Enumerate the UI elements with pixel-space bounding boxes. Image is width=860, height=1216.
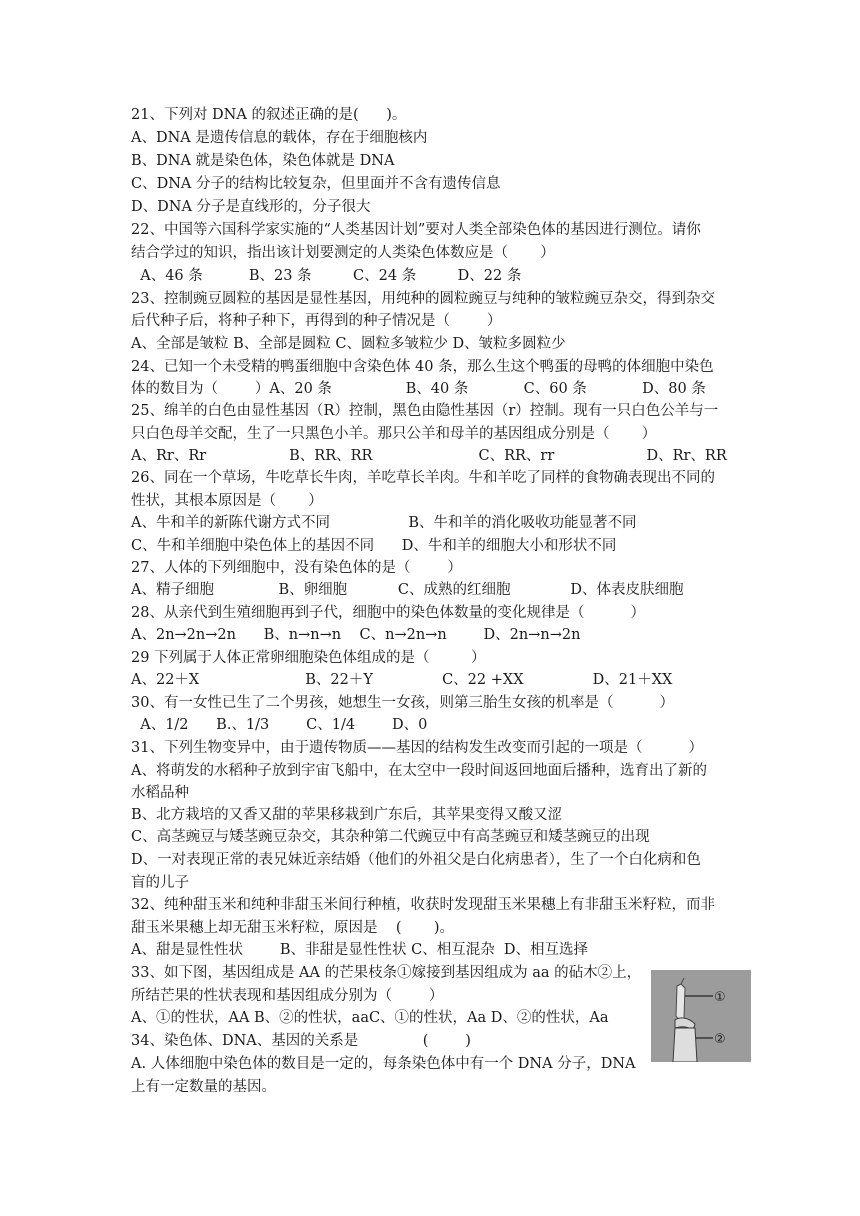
text-line: 24、已知一个未受精的鸭蛋细胞中含染色体 40 条，那么生这个鸭蛋的母鸭的体细胞中染色 [131,359,714,375]
text-line: 22、中国等六国科学家实施的“人类基因计划”要对人类全部染色体的基因进行测位。请你 [131,222,701,238]
grafting-illustration [651,970,751,1062]
text-line: A、甜是显性性状 B、非甜是显性性状 C、相互混杂 D、相互选择 [131,942,589,958]
text-line: 33、如下图，基因组成是 AA 的芒果枝条①嫁接到基因组成为 aa 的砧木②上， [131,965,642,981]
text-line: 27、人体的下列细胞中，没有染色体的是（ ） [131,560,462,576]
text-line: A、46 条 B、23 条 C、24 条 D、22 条 [131,268,522,284]
text-line: A、①的性状，AA B、②的性状，aaC、①的性状，Aa D、②的性状，Aa [131,1010,609,1026]
text-line: 体的数目为（ ）A、20 条 B、40 条 C、60 条 D、80 条 [131,381,706,397]
text-line: 31、下列生物变异中，由于遗传物质——基因的结构发生改变而引起的一项是（ ） [131,740,704,756]
text-line: A、22＋X B、22＋Y C、22 +XX D、21＋XX [131,672,673,688]
text-line: A、2n→2n→2n B、n→n→n C、n→2n→n D、2n→n→2n [131,627,581,643]
text-line: 30、有一女性已生了二个男孩，她想生一女孩，则第三胎生女孩的机率是（ ） [131,695,675,711]
text-line: A、将萌发的水稻种子放到宇宙飞船中，在太空中一段时间返回地面后播种，选育出了新的 [131,763,707,779]
text-line: B、北方栽培的又香又甜的苹果移栽到广东后，其苹果变得又酸又涩 [131,807,563,823]
text-line: 结合学过的知识，指出该计划要测定的人类染色体数应是（ ） [131,245,555,261]
text-line: 盲的儿子 [131,875,189,891]
text-line: 21、下列对 DNA 的叙述正确的是( )。 [131,107,407,123]
text-line: 后代种子后，将种子种下，再得到的种子情况是（ ） [131,313,502,329]
text-line: B、DNA 就是染色体，染色体就是 DNA [131,153,395,169]
text-line: A、DNA 是遗传信息的载体，存在于细胞核内 [131,130,428,146]
text-line: A、全部是皱粒 B、全部是圆粒 C、圆粒多皱粒少 D、皱粒多圆粒少 [131,336,566,352]
text-line: A. 人体细胞中染色体的数目是一定的，每条染色体中有一个 DNA 分子，DNA [131,1056,636,1072]
text-line: D、DNA 分子是直线形的，分子很大 [131,199,371,215]
text-line: A、牛和羊的新陈代谢方式不同 B、牛和羊的消化吸收功能显著不同 [131,515,637,531]
text-line: 上有一定数量的基因。 [131,1079,276,1095]
text-line: 水稻品种 [131,785,189,801]
text-line: A、精子细胞 B、卵细胞 C、成熟的红细胞 D、体表皮肤细胞 [131,582,684,598]
text-line: 26、同在一个草场，牛吃草长牛肉，羊吃草长羊肉。牛和羊吃了同样的食物确表现出不同的 [131,470,715,486]
text-line: 23、控制豌豆圆粒的基因是显性基因，用纯种的圆粒豌豆与纯种的皱粒豌豆杂交，得到杂交 [131,291,715,307]
figure-label-2: ② [714,1032,726,1047]
text-line: C、高茎豌豆与矮茎豌豆杂交，其杂种第二代豌豆中有高茎豌豆和矮茎豌豆的出现 [131,829,650,845]
text-line: C、牛和羊细胞中染色体上的基因不同 D、牛和羊的细胞大小和形状不同 [131,538,617,554]
text-line: A、1/2 B.、1/3 C、1/4 D、0 [131,717,428,733]
grafting-figure [651,970,751,1062]
text-line: 所结芒果的性状表现和基因组成分别为（ ） [131,988,444,1004]
text-line: 甜玉米果穗上却无甜玉米籽粒，原因是 ( )。 [131,920,455,936]
text-line: 29 下列属于人体正常卵细胞染色体组成的是（ ） [131,650,486,666]
text-line: C、DNA 分子的结构比较复杂，但里面并不含有遗传信息 [131,176,501,192]
text-line: 只白色母羊交配，生了一只黑色小羊。那只公羊和母羊的基因组成分别是（ ） [131,426,657,442]
figure-label-1: ① [714,990,726,1005]
text-line: 28、从亲代到生殖细胞再到子代，细胞中的染色体数量的变化规律是（ ） [131,605,646,621]
text-line: D、一对表现正常的表兄妹近亲结婚（他们的外祖父是白化病患者），生了一个白化病和色 [131,852,701,868]
text-line: 34、染色体、DNA、基因的关系是 ( ) [131,1033,471,1049]
text-line: 性状，其根本原因是（ ） [131,493,323,509]
text-line: 25、绵羊的白色由显性基因（R）控制，黑色由隐性基因（r）控制。现有一只白色公羊与一 [131,403,719,419]
text-line: 32、纯种甜玉米和纯种非甜玉米间行种植，收获时发现甜玉米果穗上有非甜玉米籽粒，而非 [131,897,715,913]
text-line: A、Rr、Rr B、RR、RR C、RR、rr D、Rr、RR [131,448,727,464]
